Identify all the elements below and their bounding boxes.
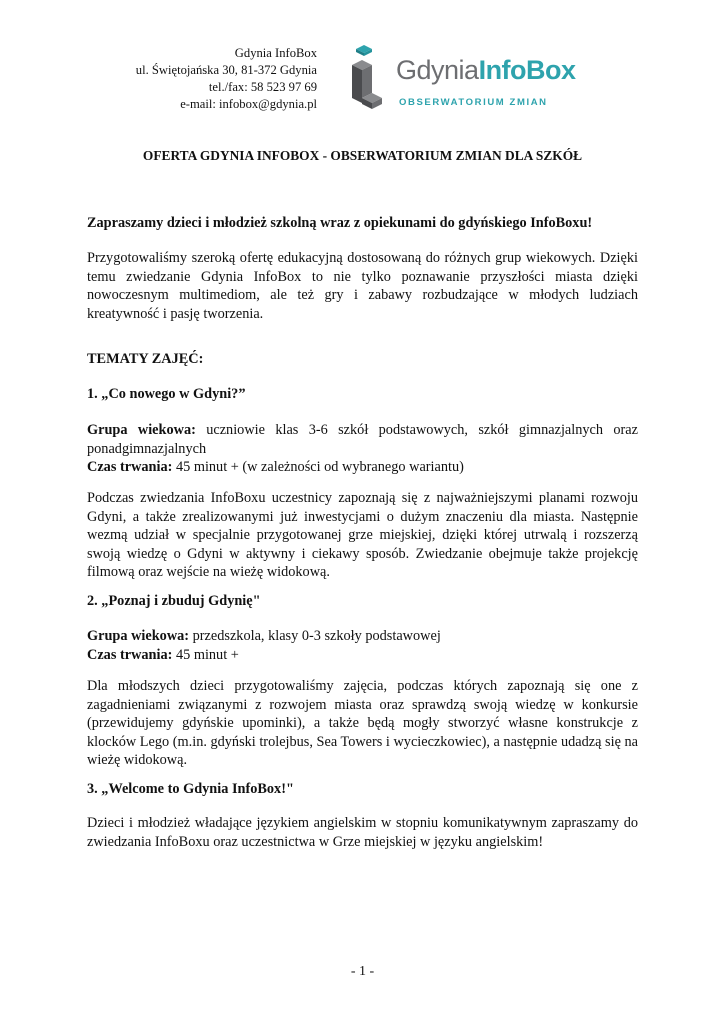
topic-1-duration [87, 458, 638, 477]
topics-heading: TEMATY ZAJĘĆ: [87, 351, 204, 367]
topic-2-duration-label: Czas trwania: [87, 646, 173, 663]
topic-2-details [87, 627, 638, 664]
topic-1-group-label: Grupa wiekowa: [87, 422, 196, 438]
logo-wordmark [396, 55, 576, 86]
topic-2-duration [87, 646, 638, 665]
document-title: OFERTA GDYNIA INFOBOX - OBSERWATORIUM ZMIAN DLA SZKÓŁ [142, 148, 583, 163]
topic-2-group [87, 627, 638, 646]
topic-2-group-value: przedszkola, klasy 0-3 szkoły podstawowej [189, 628, 441, 644]
address-line-org: Gdynia InfoBox [234, 46, 317, 60]
address-line-phone: tel./fax: 58 523 97 69 [208, 80, 317, 94]
logo-name-infobox: InfoBox [478, 55, 576, 85]
topic-2-heading: 2. „Poznaj i zbuduj Gdynię" [87, 593, 261, 609]
logo-cube-icon [348, 43, 392, 111]
page-number: - 1 - [350, 964, 375, 979]
address-line-street: ul. Świętojańska 30, 81-372 Gdynia [135, 63, 317, 77]
topic-1-details [87, 421, 638, 477]
contact-address [136, 45, 317, 113]
intro-paragraph: Przygotowaliśmy szeroką ofertę edukacyjną dostosowaną do różnych grup wiekowych. Dzięki temu zwiedzanie Gdynia InfoBox to nie tylko poznawanie przyszłości miasta dzięki nowoczesnym multimediom, ale też gry i zabawy rozbudzające w młodych ludziach kreatywność i pasję tworzenia. [87, 250, 638, 322]
topic-3-description: Dzieci i młodzież władające językiem angielskim w stopniu komunikatywnym zapraszamy do zwiedzania InfoBoxu oraz uczestnictwa w Grze miejskiej w języku angielskim! [87, 815, 638, 850]
topic-2-duration-value: 45 minut + [172, 646, 239, 663]
logo-subtitle: OBSERWATORIUM ZMIAN [399, 97, 548, 108]
topic-1-heading: 1. „Co nowego w Gdyni?” [87, 386, 246, 402]
topic-1-description: Podczas zwiedzania InfoBoxu uczestnicy zapoznają się z najważniejszymi planami rozwoju Gdyni, a także zrealizowanymi już inwestycjami o dużym znaczeniu dla miasta. Następnie wezmą udział w specjalnie przygotowanej grze miejskiej, dzięki której utrwalą i rozszerzą swoją wiedzę o Gdyni w aktywny i ciekawy sposób. Zwiedzanie obejmuje także projekcję filmową oraz wejście na wieżę widokową. [87, 490, 638, 581]
topic-2-group-label: Grupa wiekowa: [87, 628, 190, 644]
topic-1-group [87, 421, 638, 458]
topic-1-duration-value: 45 minut + (w zależności od wybranego wariantu) [172, 459, 464, 476]
topic-3-heading: 3. „Welcome to Gdynia InfoBox!" [87, 781, 294, 797]
intro-heading: Zapraszamy dzieci i młodzież szkolną wraz z opiekunami do gdyńskiego InfoBoxu! [87, 215, 593, 231]
address-line-email: e-mail: infobox@gdynia.pl [180, 97, 317, 111]
gdynia-infobox-logo [348, 43, 588, 111]
topic-1-group-value: uczniowie klas 3-6 szkół podstawowych, szkół gimnazjalnych oraz ponadgimnazjalnych [87, 422, 638, 457]
logo-name-gdynia: Gdynia [396, 55, 479, 85]
topic-2-description: Dla młodszych dzieci przygotowaliśmy zajęcia, podczas których zapoznają się one z zagadnieniami związanymi z rozwojem miasta oraz sprawdzą swoją wiedzę w konkursie (przewidujemy gdyńskie upominki), a także będą mogły stworzyć własne konstrukcje z klocków Lego (m.in. gdyński trolejbus, Sea Towers i wycieczkowiec), a następnie udadzą się na wieżę widokową. [87, 678, 638, 769]
topic-1-duration-label: Czas trwania: [87, 459, 173, 476]
